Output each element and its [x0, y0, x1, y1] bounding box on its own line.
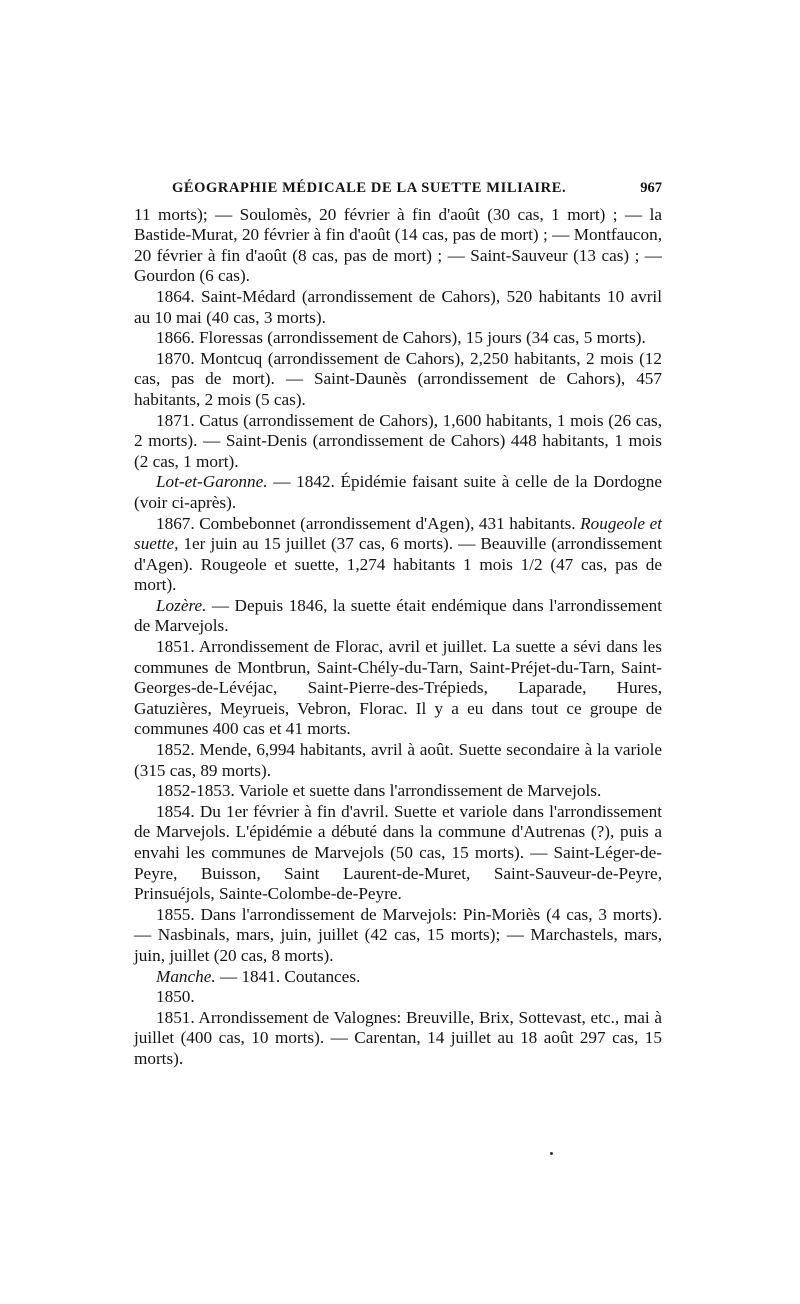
running-title: GÉOGRAPHIE MÉDICALE DE LA SUETTE MILIAIRE. — [172, 180, 567, 196]
paragraph-variole: 1852-1853. Variole et suette dans l'arrondissement de Marvejols. — [156, 781, 602, 801]
paragraph-continuation: 11 morts); — Soulomès, 20 février à fin d'août (30 cas, 1 mort) ; — la Bastide-Murat, 20 février à fin d'août (14 cas, pas de mort) ; — Montfaucon, 20 février à fin d'août (8 cas, pas de mort) ; — Saint-Sauveur (13 cas) ; — Gourdon (6 cas). — [134, 204, 662, 286]
paragraph-mende: 1852. Mende, 6,994 habitants, avril à août. Suette secondaire à la variole (315 cas, 89 morts). — [134, 740, 662, 780]
paragraph-1855: 1855. Dans l'arrondissement de Marvejols: Pin-Moriès (4 cas, 3 morts). — Nasbinals, mars, juin, juillet (42 cas, 15 morts); — Marchastels, mars, juin, juillet (20 cas, 8 morts). — [134, 904, 662, 965]
department-name: Lot-et-Garonne. — [156, 472, 268, 492]
paragraph-1854: 1854. Du 1er février à fin d'avril. Suette et variole dans l'arrondissement de Marvejols. L'épidémie a débuté dans la commune d'Autrenas (?), puis a envahi les communes de Marvejols (50 cas, 15 morts). — Saint-Léger-de-Peyre, Buisson, Saint Laurent-de-Muret, Saint-Sauveur-de-Peyre, Prinsuéjols, Sainte-Colombe-de-Peyre. — [134, 801, 662, 904]
department-name: Lozère. — [156, 595, 207, 615]
paragraph-lot-et-garonne: Lot-et-Garonne. — 1842. Épidémie faisant suite à celle de la Dordogne (voir ci-après). — [134, 472, 662, 512]
running-header — [172, 178, 662, 199]
page-number: 967 — [640, 180, 662, 196]
stray-mark — [550, 1152, 553, 1155]
paragraph-catus: 1871. Catus (arrondissement de Cahors), 1,600 habitants, 1 mois (26 cas, 2 morts). — Saint-Denis (arrondissement de Cahors) 448 habitants, 1 mois (2 cas, 1 mort). — [134, 410, 662, 471]
paragraph-saint-medard: 1864. Saint-Médard (arrondissement de Cahors), 520 habitants 10 avril au 10 mai (40 cas, 3 morts). — [134, 286, 662, 327]
paragraph-florac: 1851. Arrondissement de Florac, avril et juillet. La suette a sévi dans les communes de Montbrun, Saint-Chély-du-Tarn, Saint-Préjet-du-Tarn, Saint-Georges-de-Lévéjac, Saint-Pierre-des-Trépieds, Laparade, Hures, Gatuzières, Meyrueis, Vebron, Florac. Il y a eu dans tout ce groupe de communes 400 cas et 41 morts. — [134, 637, 662, 739]
paragraph-combebonnet: 1867. Combebonnet (arrondissement d'Agen), 431 habitants. Rougeole et suette, 1er juin au 15 juillet (37 cas, 6 morts). — Beauville (arrondissement d'Agen). Rougeole et suette, 1,274 habitants 1 mois 1/2 (47 cas, pas de mort). — [134, 513, 662, 595]
paragraph-montcuq: 1870. Montcuq (arrondissement de Cahors), 2,250 habitants, 2 mois (12 cas, pas de mort). — Saint-Daunès (arrondissement de Cahors), 457 habitants, 2 mois (5 cas). — [134, 348, 662, 409]
paragraph-1850: 1850. — [156, 987, 195, 1007]
document-page — [134, 178, 662, 1070]
paragraph-manche: Manche. — 1841. Coutances. — [156, 966, 361, 986]
paragraph-floressas: 1866. Floressas (arrondissement de Cahors), 15 jours (34 cas, 5 morts). — [156, 328, 646, 348]
paragraph-lozere: Lozère. — Depuis 1846, la suette était endémique dans l'arrondissement de Marvejols. — [134, 595, 662, 636]
department-name: Manche. — [156, 966, 216, 986]
paragraph-valognes: 1851. Arrondissement de Valognes: Breuville, Brix, Sottevast, etc., mai à juillet (400 cas, 10 morts). — Carentan, 14 juillet au 18 août 297 cas, 15 morts). — [134, 1007, 662, 1068]
